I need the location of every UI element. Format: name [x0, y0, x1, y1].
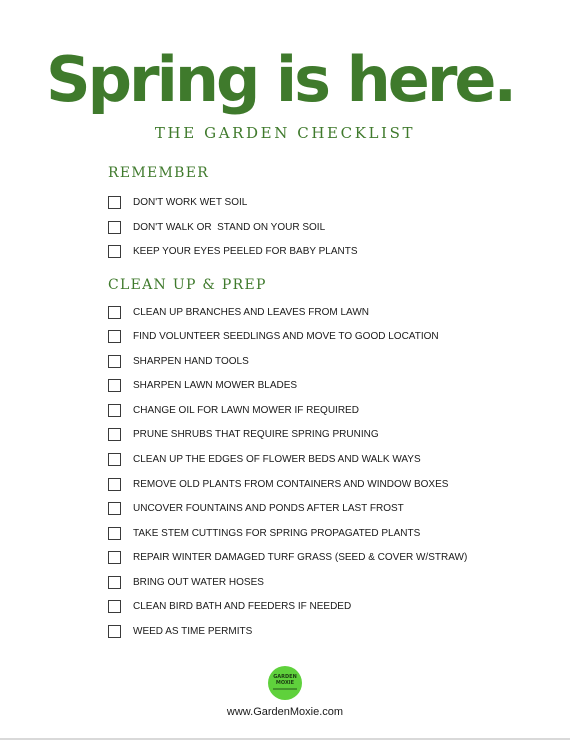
checkbox[interactable]	[108, 330, 121, 343]
checkbox[interactable]	[108, 221, 121, 234]
checkbox[interactable]	[108, 600, 121, 613]
checklist-item-label: CHANGE OIL FOR LAWN MOWER IF REQUIRED	[133, 405, 359, 416]
checklist-item-label: SHARPEN HAND TOOLS	[133, 356, 249, 367]
checklist-item-label: REMOVE OLD PLANTS FROM CONTAINERS AND WINDOW BOXES	[133, 479, 449, 490]
logo-tagline-mark	[273, 688, 297, 690]
checkbox[interactable]	[108, 453, 121, 466]
checkbox[interactable]	[108, 306, 121, 319]
checklist-item-label: PRUNE SHRUBS THAT REQUIRE SPRING PRUNING	[133, 429, 379, 440]
checkbox[interactable]	[108, 245, 121, 258]
checklist-item-label: TAKE STEM CUTTINGS FOR SPRING PROPAGATED PLANTS	[133, 528, 421, 539]
checkbox[interactable]	[108, 551, 121, 564]
page-title: Spring is here.	[45, 43, 515, 116]
checklist-item-label: CLEAN BIRD BATH AND FEEDERS IF NEEDED	[133, 601, 352, 612]
checkbox[interactable]	[108, 404, 121, 417]
checkbox[interactable]	[108, 478, 121, 491]
checkbox[interactable]	[108, 502, 121, 515]
checklist-item-label: REPAIR WINTER DAMAGED TURF GRASS (SEED & COVER W/STRAW)	[133, 552, 468, 563]
checklist-item-label: SHARPEN LAWN MOWER BLADES	[133, 380, 298, 391]
checklist-item-label: FIND VOLUNTEER SEEDLINGS AND MOVE TO GOOD LOCATION	[133, 331, 439, 342]
checkbox[interactable]	[108, 576, 121, 589]
checklist-item-label: DON'T WALK OR STAND ON YOUR SOIL	[133, 222, 326, 233]
checklist-item-label: WEED AS TIME PERMITS	[133, 626, 253, 637]
checklist-item-label: UNCOVER FOUNTAINS AND PONDS AFTER LAST FROST	[133, 503, 404, 514]
checklist-item-label: CLEAN UP THE EDGES OF FLOWER BEDS AND WALK WAYS	[133, 454, 421, 465]
checkbox[interactable]	[108, 428, 121, 441]
checklist-item-label: KEEP YOUR EYES PEELED FOR BABY PLANTS	[133, 246, 358, 257]
checkbox[interactable]	[108, 527, 121, 540]
checklist-item-label: CLEAN UP BRANCHES AND LEAVES FROM LAWN	[133, 307, 369, 318]
checkbox[interactable]	[108, 379, 121, 392]
checkbox[interactable]	[108, 625, 121, 638]
section-heading-clean-up-prep: CLEAN UP & PREP	[108, 277, 267, 293]
footer-website-link[interactable]: www.GardenMoxie.com	[226, 706, 344, 718]
checkbox[interactable]	[108, 355, 121, 368]
checklist-item-label: DON'T WORK WET SOIL	[133, 197, 248, 208]
garden-moxie-logo-icon	[268, 666, 302, 700]
page-subtitle: THE GARDEN CHECKLIST	[154, 124, 416, 142]
checkbox[interactable]	[108, 196, 121, 209]
logo-text: GARDEN MOXIE	[273, 674, 297, 686]
section-heading-remember: REMEMBER	[108, 165, 210, 181]
checklist-item-label: BRING OUT WATER HOSES	[133, 577, 264, 588]
